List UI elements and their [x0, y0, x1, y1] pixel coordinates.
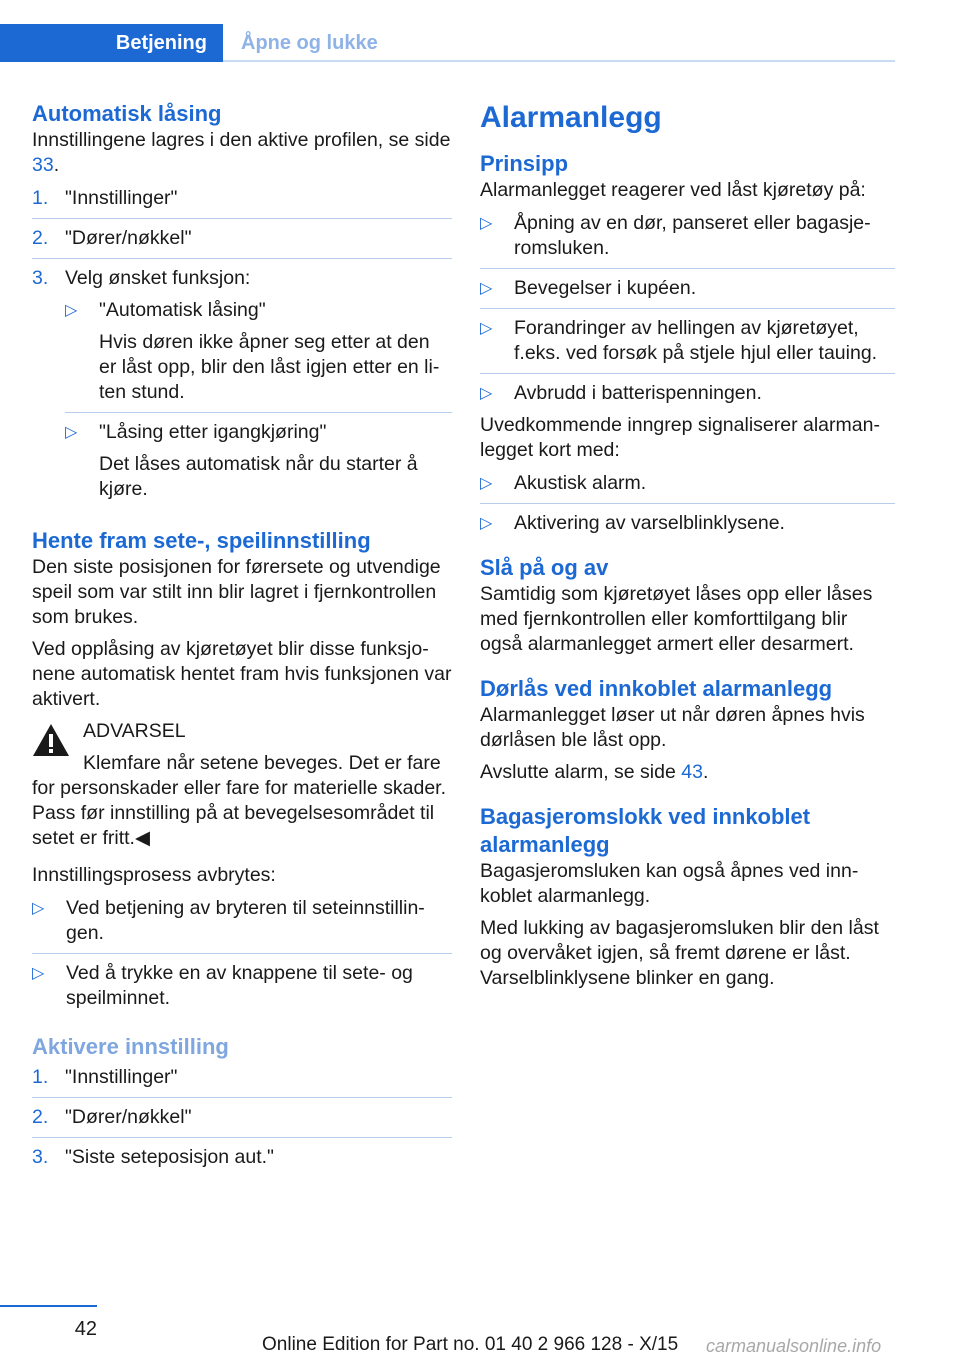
step-number: 3.: [32, 1146, 49, 1168]
trunk-paragraph-1: Bagasjeromsluken kan også åpnes ved innkoblet alarmanlegg.: [480, 860, 859, 907]
triangle-bullet-icon: ▷: [65, 424, 78, 441]
divider: [32, 1097, 452, 1098]
signal-item-text: Akustisk alarm.: [514, 472, 647, 494]
right-column: [480, 100, 895, 998]
tab-apne-og-lukke[interactable]: Åpne og lukke: [241, 31, 378, 54]
heading-automatisk-lasing: Automatisk låsing: [32, 101, 222, 126]
divider: [32, 218, 452, 219]
triangle-bullet-icon: ▷: [480, 515, 493, 532]
option-content: [99, 420, 452, 502]
divider: [480, 373, 895, 374]
step-text: Velg ønsket funksjon:: [65, 267, 251, 289]
list-item: [32, 186, 452, 211]
list-item: [65, 298, 452, 405]
heading-sla-pa-og-av: Slå på og av: [480, 555, 609, 580]
doorlock-paragraph-1: Alarmanlegget løser ut når døren åpnes hvis dørlåsen ble låst opp.: [480, 704, 865, 751]
heading-dorlas: Dørlås ved innkoblet alarmanlegg: [480, 676, 833, 701]
list-item: [32, 896, 452, 946]
doorlock-p2-text: Avslutte alarm, se side: [480, 761, 682, 783]
triangle-bullet-icon: ▷: [480, 475, 493, 492]
heading-hente-fram: Hente fram sete-, speilinnstilling: [32, 528, 371, 553]
list-item: [32, 266, 452, 509]
signal-intro: Uvedkommende inngrep signaliserer alarmanlegget kort med:: [480, 414, 880, 461]
heading-bagasjeromslokk: Bagasjeromslokk ved innkoblet alarmanlegg: [480, 804, 811, 857]
activate-steps: [32, 1065, 452, 1170]
recall-paragraph-2: Ved opplåsing av kjøretøyet blir disse funksjonene automatisk hentet fram hvis funksjonen var aktivert.: [32, 638, 452, 710]
list-item: [32, 1105, 452, 1130]
step-number: 1.: [32, 187, 49, 209]
option-desc: Det låses automatisk når du starter å kjøre.: [99, 453, 418, 500]
principle-list: [480, 211, 895, 406]
divider: [480, 268, 895, 269]
tab-betjening[interactable]: Betjening: [0, 24, 223, 62]
heading-prinsipp: Prinsipp: [480, 151, 569, 176]
divider: [32, 953, 452, 954]
list-item: [65, 420, 452, 502]
list-item: [480, 316, 895, 366]
triangle-bullet-icon: ▷: [32, 965, 45, 982]
abort-item-text: Ved å trykke en av knappene til sete- og speilminnet.: [66, 962, 413, 1009]
signal-item-text: Aktivering av varselblinklysene.: [514, 512, 785, 534]
abort-item-text: Ved betjening av bryteren til seteinnstillingen.: [66, 897, 425, 944]
warning-icon: [32, 723, 70, 757]
warning-label: ADVARSEL: [83, 720, 186, 742]
option-title: "Låsing etter igangkjøring": [99, 421, 327, 443]
step-text: "Siste seteposisjon aut.": [65, 1146, 274, 1168]
step-number: 2.: [32, 1106, 49, 1128]
option-title: "Automatisk låsing": [99, 299, 266, 321]
auto-lock-intro: [32, 128, 452, 178]
auto-lock-intro-text: Innstillingene lagres i den aktive profilen, se side: [32, 129, 451, 151]
page-number: 42: [74, 1318, 97, 1340]
warning-text: Klemfare når setene beveges. Det er fare for personskader eller fare for materielle skader. Pass før innstilling på at bevegelsesområdet til setet er fritt.◀: [32, 752, 447, 849]
doorlock-paragraph-2: [480, 760, 895, 785]
abort-intro: Innstillingsprosess avbrytes:: [32, 864, 276, 886]
step-text: "Innstillinger": [65, 187, 178, 209]
list-item: [32, 1065, 452, 1090]
principle-item-text: Avbrudd i batterispenningen.: [514, 382, 762, 404]
step-text: "Innstillinger": [65, 1066, 178, 1088]
triangle-bullet-icon: ▷: [65, 302, 78, 319]
step-number: 1.: [32, 1066, 49, 1088]
principle-item-text: Forandringer av hellingen av kjøretøyet, f.eks. ved forsøk på stjele hjul eller tauing.: [514, 317, 878, 364]
list-item: [480, 511, 895, 536]
triangle-bullet-icon: ▷: [480, 320, 493, 337]
list-item: [480, 381, 895, 406]
divider: [32, 1137, 452, 1138]
heading-aktivere-innstilling: Aktivere innstilling: [32, 1034, 229, 1059]
step-text: "Dører/nøkkel": [65, 227, 192, 249]
auto-lock-intro-end: .: [53, 154, 60, 176]
principle-intro: Alarmanlegget reagerer ved låst kjøretøy på:: [480, 179, 866, 201]
triangle-bullet-icon: ▷: [480, 215, 493, 232]
section-tabbar: [0, 24, 895, 62]
divider: [480, 503, 895, 504]
step-number: 2.: [32, 227, 49, 249]
abort-list: [32, 896, 452, 1011]
divider: [65, 412, 452, 413]
auto-lock-steps: [32, 186, 452, 509]
list-item: [480, 276, 895, 301]
footer-rule: [0, 1305, 97, 1307]
list-item: [480, 211, 895, 261]
option-content: [99, 298, 452, 405]
list-item: [32, 226, 452, 251]
step-number: 3.: [32, 267, 49, 289]
triangle-bullet-icon: ▷: [480, 280, 493, 297]
heading-alarmanlegg: Alarmanlegg: [480, 101, 662, 134]
step-text: "Dører/nøkkel": [65, 1106, 192, 1128]
doorlock-p2-end: .: [702, 761, 709, 783]
left-column: [32, 100, 452, 1177]
tab-underline: [223, 60, 895, 62]
list-item: [32, 961, 452, 1011]
divider: [480, 308, 895, 309]
signal-list: [480, 471, 895, 536]
edition-text: Online Edition for Part no. 01 40 2 966 128 - X/15: [262, 1334, 679, 1355]
page-ref-33[interactable]: 33: [32, 154, 54, 176]
warning-box: [32, 719, 452, 851]
list-item: [32, 1145, 452, 1170]
triangle-bullet-icon: ▷: [480, 385, 493, 402]
trunk-paragraph-2: Med lukking av bagasjeromsluken blir den låst og overvåket igjen, så fremt dørene er låst. Varselblinklysene blinker en gang.: [480, 917, 879, 989]
list-item: [480, 471, 895, 496]
principle-item-text: Åpning av en dør, panseret eller bagasjeromsluken.: [514, 212, 871, 259]
onoff-text: Samtidig som kjøretøyet låses opp eller låses med fjernkontrollen eller komforttilgang blir også alarmanlegget armert eller desarmert.: [480, 583, 873, 655]
option-list: [65, 298, 452, 509]
recall-paragraph-1: Den siste posisjonen for førersete og utvendige speil som var stilt inn blir lagret i fjernkontrollen som brukes.: [32, 556, 441, 628]
divider: [32, 258, 452, 259]
principle-item-text: Bevegelser i kupéen.: [514, 277, 697, 299]
page-ref-43[interactable]: 43: [681, 761, 703, 783]
watermark-text: carmanualsonline.info: [706, 1336, 882, 1356]
option-desc: Hvis døren ikke åpner seg etter at den er låst opp, blir den låst igjen etter en liten stund.: [99, 331, 440, 403]
triangle-bullet-icon: ▷: [32, 900, 45, 917]
